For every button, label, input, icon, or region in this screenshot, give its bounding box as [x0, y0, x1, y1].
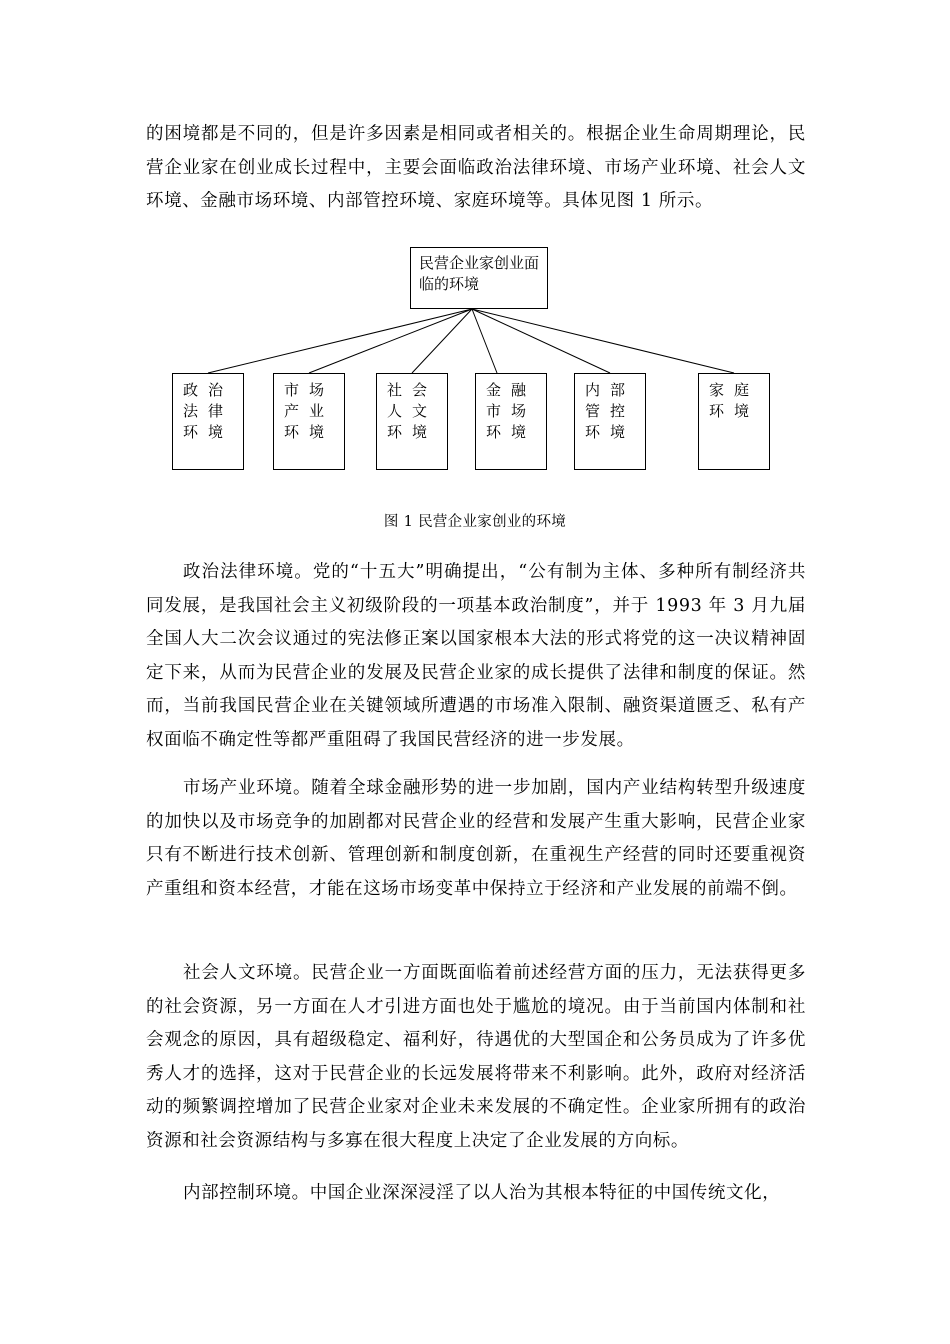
connector-line [472, 309, 734, 373]
paragraph-social-culture: 社会人文环境。民营企业一方面既面临着前述经营方面的压力，无法获得更多的社会资源，另一方面在人才引进方面也处于尴尬的境况。由于当前国内体制和社会观念的原因，具有超级稳定、福利好，待遇优的大型国企和公务员成为了许多优秀人才的选择，这对于民营企业的长远发展将带来不利影响。此外，政府对经济活动的频繁调控增加了民营企业家对企业未来发展的不确定性。企业家所拥有的政治资源和社会资源结构与多寡在很大程度上决定了企业发展的方向标。 [146, 963, 806, 1151]
intro-paragraph: 的困境都是不同的，但是许多因素是相同或者相关的。根据企业生命周期理论，民营企业家在创业成长过程中，主要会面临政治法律环境、市场产业环境、社会人文环境、金融市场环境、内部管控环境、家庭环境等。具体见图 1 所示。 [146, 124, 806, 212]
connector-line [472, 309, 610, 373]
paragraph-internal-control: 内部控制环境。中国企业深深浸淫了以人治为其根本特征的中国传统文化， [183, 1183, 781, 1203]
diagram-leaf-internal-control: 内部 管控 环境 [574, 373, 646, 470]
connector-line [309, 309, 472, 373]
diagram-leaf-social-culture: 社会 人文 环境 [376, 373, 448, 470]
diagram-leaf-family: 家庭 环境 [698, 373, 770, 470]
diagram-leaf-finance-market: 金融 市场 环境 [475, 373, 547, 470]
diagram-leaf-politics-law: 政治 法律 环境 [172, 373, 244, 470]
diagram-leaf-market-industry: 市场 产业 环境 [273, 373, 345, 470]
connector-line [412, 309, 472, 373]
paragraph-market-industry: 市场产业环境。随着全球金融形势的进一步加剧，国内产业结构转型升级速度的加快以及市场竞争的加剧都对民营企业的经营和发展产生重大影响，民营企业家只有不断进行技术创新、管理创新和制度创新，在重视生产经营的同时还要重视资产重组和资本经营，才能在这场市场变革中保持立于经济和产业发展的前端不倒。 [146, 778, 806, 899]
diagram-root-box: 民营企业家创业面临的环境 [410, 247, 548, 309]
figure-caption: 图 1 民营企业家创业的环境 [383, 514, 567, 530]
connector-line [208, 309, 472, 373]
paragraph-politics-law: 政治法律环境。党的“十五大”明确提出，“公有制为主体、多种所有制经济共同发展，是我国社会主义初级阶段的一项基本政治制度”，并于 1993 年 3 月九届全国人大二次会议通过的宪法修正案以国家根本大法的形式将党的这一决议精神固定下来，从而为民营企业的发展及民营企业家的成长提供了法律和制度的保证。然而，当前我国民营企业在关键领域所遭遇的市场准入限制、融资渠道匮乏、私有产权面临不确定性等都严重阻碍了我国民营经济的进一步发展。 [146, 562, 806, 750]
environment-diagram [165, 240, 785, 480]
